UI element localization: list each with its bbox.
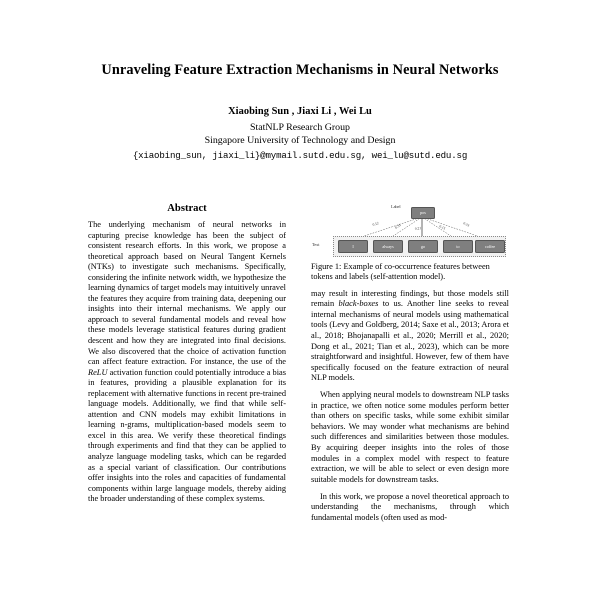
column-right	[311, 203, 509, 600]
column-left	[88, 203, 286, 600]
title-block	[0, 0, 600, 161]
page-title: Unraveling Feature Extraction Mechanisms in Neural Networks	[101, 62, 499, 78]
intro-p1-part-2: to us. Another line seeks to reveal internal mechanisms of neural models using mathematical tools (Levy and Goldberg, 2014; Saxe et al., 2013; Arora et al., 2018; Bhojanapalli et al., 2020; Merrill et al., 2020; Dong et al., 2021; Tian et al., 2023), which can be more straightforward and insightful. However, few of them have specifically focused on the feature extraction of neural NLP models.	[311, 299, 509, 383]
figure-1-caption: Figure 1: Example of co-occurrence features between tokens and labels (self-attention model).	[311, 262, 490, 282]
intro-paragraph-1	[311, 289, 509, 384]
abstract-text-italic: ReLU	[88, 367, 108, 377]
figure-token-node: coffee	[475, 240, 505, 253]
intro-paragraph-2: When applying neural models to downstream NLP tasks in practice, we often notice some modules perform better than others on specific tasks, while some exhibit similar behaviors. We may wonder what mechanisms are behind such differences and similarities between those modules. By acquiring deeper insights into the roles of those modules in a complex model with respect to feature extraction, we will be able to select or even design more suitable models for downstream tasks.	[311, 390, 509, 484]
figure-label-node: pos	[411, 207, 435, 219]
figure-label-group-caption: Label	[391, 204, 401, 209]
abstract-paragraph	[88, 220, 286, 505]
author-list: Xiaobing Sun , Jiaxi Li , Wei Lu	[228, 106, 372, 118]
figure-text-group-caption: Text	[312, 242, 320, 247]
intro-p1-italic: black-boxes	[338, 299, 379, 309]
figure-token-node: go	[408, 240, 438, 253]
figure-1	[311, 203, 509, 283]
abstract-text-part-1: The underlying mechanism of neural networks in capturing precise knowledge has been the subject of consistent research efforts. In this work, we propose a theoretical approach based on Neural Tangent Kernels (NTKs) to investigate such mechanisms. Specifically, considering the infinite network width, we hypothesize the learning dynamics of target models may intuitively unravel the features they acquire from training data, deepening our insights into their internal mechanisms. We apply our approach to several fundamental models and reveal how these models leverage statistical features during gradient descent and how they are integrated into final decisions. We also discovered that the choice of activation function can affect feature extraction. For instance, the use of the	[88, 220, 286, 367]
abstract-heading: Abstract	[167, 203, 207, 214]
author-emails: {xiaobing_sun, jiaxi_li}@mymail.sutd.edu.sg, wei_lu@sutd.edu.sg	[132, 150, 468, 162]
body-columns	[0, 203, 600, 600]
figure-edge-label-0: 0.12	[372, 221, 380, 227]
figure-edge-label-2: 0.21	[414, 226, 422, 231]
figure-token-node: I	[338, 240, 368, 253]
figure-edge-label-1: 0.31	[394, 222, 402, 230]
intro-p1-part-1: may result in interesting findings, but those models still remain	[311, 288, 509, 309]
institution: Singapore University of Technology and Design	[204, 135, 396, 147]
figure-1-diagram	[311, 203, 509, 260]
figure-token-node: always	[373, 240, 403, 253]
figure-token-node: to	[443, 240, 473, 253]
abstract-text-part-2: activation function could potentially introduce a bias in features, providing a plausible explanation for its replacement with alternative functions in recent pre-trained language models. Additionally, we find that while self-attention and CNN models may exhibit limitations in learning n-grams, multiplication-based models seem to excel in this area. We verify these theoretical findings through experiments and find that they can be applied to analyze language modeling tasks, which can be regarded as a special variant of classification. Our contributions offer insights into the roles and capacities of fundamental components within large language models, thereby aiding the broader understanding of these complex systems.	[88, 367, 286, 504]
figure-edge-label-4: 0.33	[462, 221, 470, 228]
intro-paragraph-3: In this work, we propose a novel theoretical approach to understanding the mechanisms, through which fundamental models (often used as mod-	[311, 491, 509, 522]
research-group: StatNLP Research Group	[249, 121, 350, 133]
figure-edge-label-3: 0.15	[438, 224, 446, 231]
